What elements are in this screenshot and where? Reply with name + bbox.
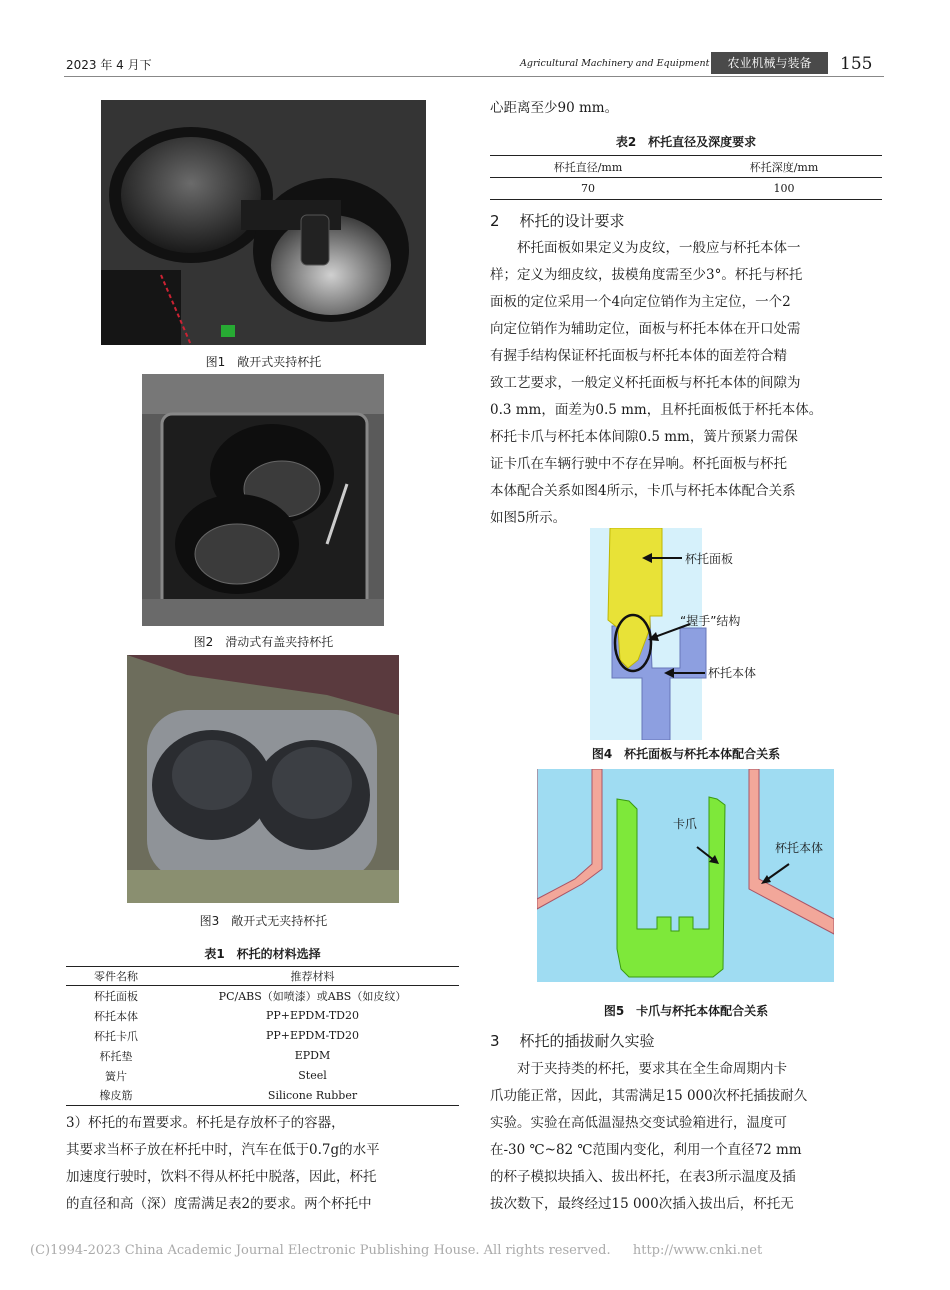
table1-header-cell: 推荐材料	[290, 970, 335, 983]
text-line: 杯托卡爪与杯托本体间隙0.5 mm，簧片预紧力需保	[490, 429, 798, 445]
left-paragraph	[66, 1110, 459, 1218]
text-line: 对于夹持类的杯托，要求其在全生命周期内卡	[517, 1061, 787, 1077]
table-row	[66, 1086, 459, 1106]
text-line: 爪功能正常，因此，其需满足15 000次杯托插拔耐久	[490, 1088, 808, 1104]
text-line: 实验。实验在高低温湿热交变试验箱进行，温度可	[490, 1115, 787, 1131]
right-top-line: 心距离至少90 mm。	[490, 100, 619, 116]
section3-title: 杯托的插拔耐久实验	[519, 1032, 655, 1050]
figure4-caption: 图4 杯托面板与杯托本体配合关系	[591, 747, 781, 761]
footer-copyright: (C)1994-2023 China Academic Journal Electronic Publishing House. All rights reserved.	[30, 1243, 611, 1258]
table1-title: 表1 杯托的材料选择	[204, 947, 321, 961]
table1	[66, 966, 459, 1106]
header-journal-en: Agricultural Machinery and Equipment	[520, 58, 710, 69]
text-line: 如图5所示。	[490, 510, 567, 526]
text-line: 的直径和高（深）度需满足表2的要求。两个杯托中	[66, 1196, 372, 1212]
table-row	[490, 178, 882, 200]
table1-cell: 杯托垫	[99, 1049, 133, 1063]
text-line: 在-30 ℃~82 ℃范围内变化，利用一个直径72 mm	[490, 1142, 802, 1158]
table2-header-row	[490, 156, 882, 178]
table1-cell: PP+EPDM-TD20	[265, 1029, 359, 1042]
text-line: 致工艺要求，一般定义杯托面板与杯托本体的间隙为	[490, 375, 801, 391]
table1-cell: PP+EPDM-TD20	[265, 1009, 359, 1022]
table-row	[66, 986, 459, 1006]
table-row	[66, 1066, 459, 1086]
table2-cell: 100	[773, 182, 795, 195]
table1-cell: 簧片	[105, 1069, 127, 1083]
text-line: 其要求当杯子放在杯托中时，汽车在低于0.7g的水平	[66, 1142, 380, 1158]
text-line: 3）杯托的布置要求。杯托是存放杯子的容器，	[66, 1115, 345, 1131]
text-line: 样；定义为细皮纹，拔模角度需至少3°。杯托与杯托	[490, 267, 803, 283]
figure5-caption: 图5 卡爪与杯托本体配合关系	[603, 1004, 769, 1018]
table1-header-row	[66, 967, 459, 986]
table2-header-cell: 杯托直径/mm	[553, 160, 623, 174]
table-row	[66, 1046, 459, 1066]
text-line: 面板的定位采用一个4向定位销作为主定位，一个2	[490, 294, 791, 310]
table1-cell: EPDM	[294, 1049, 331, 1062]
table1-cell: 杯托本体	[94, 1009, 138, 1023]
text-line: 本体配合关系如图4所示，卡爪与杯托本体配合关系	[490, 483, 796, 499]
header-date: 2023 年 4 月下	[66, 58, 152, 72]
text-line: 杯托面板如果定义为皮纹，一般应与杯托本体一	[517, 240, 801, 256]
section3-heading	[490, 1030, 655, 1051]
text-line: 有握手结构保证杯托面板与杯托本体的面差符合精	[490, 348, 787, 364]
section2-heading	[490, 210, 625, 231]
text-line: 向定位销作为辅助定位，面板与杯托本体在开口处需	[490, 321, 801, 337]
fig4-label-body: 杯托本体	[708, 666, 757, 680]
table2-cell: 70	[581, 182, 595, 195]
table2-title: 表2 杯托直径及深度要求	[615, 135, 757, 149]
fig4-label-grip: “握手”结构	[680, 614, 741, 628]
section2-title: 杯托的设计要求	[519, 212, 625, 230]
table1-cell: PC/ABS（如喷漆）或ABS（如皮纹）	[218, 989, 407, 1003]
table1-cell: 杯托卡爪	[94, 1029, 138, 1043]
section2-body	[490, 235, 882, 532]
section3-body	[490, 1056, 882, 1218]
text-line: 拔次数下，最终经过15 000次插入拔出后，杯托无	[490, 1196, 794, 1212]
table1-cell: Steel	[298, 1069, 327, 1082]
table1-cell: Silicone Rubber	[267, 1088, 358, 1102]
figure5-diagram	[537, 769, 834, 982]
table1-cell: 橡皮筋	[99, 1089, 133, 1103]
text-line: 加速度行驶时，饮料不得从杯托中脱落，因此，杯托	[66, 1169, 377, 1185]
text-line: 0.3 mm，面差为0.5 mm，且杯托面板低于杯托本体。	[490, 402, 823, 418]
fig4-label-panel: 杯托面板	[685, 552, 734, 566]
figure1-photo	[101, 100, 426, 345]
table2-header-cell: 杯托深度/mm	[749, 160, 819, 174]
fig5-label-claw: 卡爪	[673, 817, 698, 831]
table2	[490, 155, 882, 200]
header-journal-badge: 农业机械与装备	[711, 52, 828, 74]
table1-cell: 杯托面板	[94, 989, 138, 1003]
figure2-caption: 图2 滑动式有盖夹持杯托	[193, 635, 334, 649]
text-line: 的杯子模拟块插入、拔出杯托，在表3所示温度及插	[490, 1169, 796, 1185]
header-page-number: 155	[840, 54, 873, 74]
table-row	[66, 1006, 459, 1026]
figure3-caption: 图3 敞开式无夹持杯托	[199, 914, 328, 928]
table1-header-cell: 零件名称	[94, 970, 138, 983]
section2-number: 2	[490, 212, 500, 230]
figure2-photo	[142, 374, 384, 626]
footer-url[interactable]: http://www.cnki.net	[632, 1243, 763, 1258]
fig5-label-body: 杯托本体	[775, 841, 824, 855]
table-row	[66, 1026, 459, 1046]
figure4-diagram	[590, 528, 810, 740]
section3-number: 3	[490, 1032, 500, 1050]
figure1-caption: 图1 敞开式夹持杯托	[205, 355, 322, 369]
header-rule	[64, 76, 884, 77]
footer	[30, 1243, 920, 1258]
text-line: 证卡爪在车辆行驶中不存在异响。杯托面板与杯托	[490, 456, 787, 472]
figure3-photo	[127, 655, 399, 903]
